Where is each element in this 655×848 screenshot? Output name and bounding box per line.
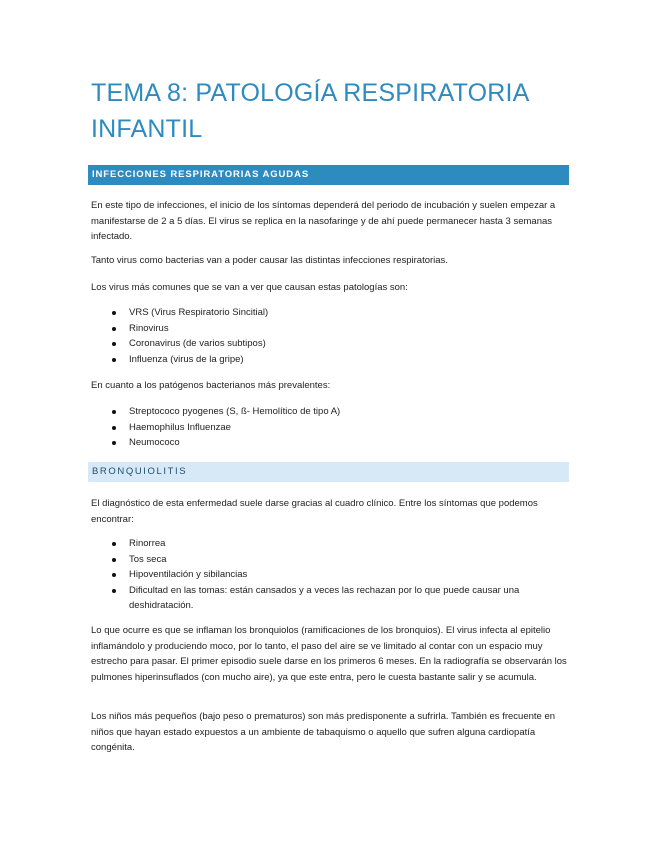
bullet-icon xyxy=(112,327,116,331)
list-item-text: Streptococo pyogenes (S, ß- Hemolítico de tipo A) xyxy=(129,406,341,417)
page-title-line-2: INFANTIL xyxy=(91,115,203,143)
paragraph-bronquiolos: Lo que ocurre es que se inflaman los bronquiolos (ramificaciones de los bronquios). El virus infecta al epitelio inflamándolo y produciendo moco, por lo tanto, el paso del aire se ve limitado al contar con un espacio muy estrecho para pasar. El primer episodio suele darse en los primeros 6 meses. En la radiografía se observarán los pulmones hiperinsuflados (con mucho aire), ya que este entra, pero le cuesta bastante salir y se acumula. xyxy=(91,625,567,683)
paragraph-virus-comunes: Los virus más comunes que se van a ver que causan estas patologías son: xyxy=(91,282,408,293)
symptoms-list xyxy=(91,536,571,614)
bullet-icon xyxy=(112,426,116,430)
bullet-icon xyxy=(112,542,116,546)
list-item-text: Neumococo xyxy=(129,437,180,448)
list-item-text: Haemophilus Influenzae xyxy=(129,421,231,433)
list-item-text: Rinovirus xyxy=(129,322,169,334)
bullet-icon xyxy=(112,342,116,346)
bullet-icon xyxy=(112,441,116,445)
list-item xyxy=(91,552,571,568)
list-item xyxy=(91,321,571,337)
bullet-icon xyxy=(112,358,116,362)
list-item xyxy=(91,536,571,552)
list-item-text: Rinorrea xyxy=(129,538,166,549)
list-item xyxy=(91,305,571,321)
list-item-text: Influenza (virus de la gripe) xyxy=(129,353,244,365)
list-item xyxy=(91,583,571,614)
list-item-text: Dificultad en las tomas: están cansados y a veces las rechazan por lo que puede causar una deshidratación. xyxy=(129,584,520,611)
paragraph-incubation: En este tipo de infecciones, el inicio de los síntomas dependerá del periodo de incubación y suelen empezar a manifestarse de 2 a 5 días. El virus se replica en la nasofaringe y de ahí puede permanecer hasta 3 semanas infectado. xyxy=(91,200,556,242)
section-heading-infecciones: INFECCIONES RESPIRATORIAS AGUDAS xyxy=(88,165,569,185)
list-item xyxy=(91,420,571,436)
virus-list xyxy=(91,305,571,367)
bullet-icon xyxy=(112,573,116,577)
list-item-text: Tos seca xyxy=(129,553,167,565)
section-heading-bronquiolitis: BRONQUIOLITIS xyxy=(88,462,569,482)
bullet-icon xyxy=(112,589,116,593)
paragraph-patogenos-bacterianos: En cuanto a los patógenos bacterianos más prevalentes: xyxy=(91,380,331,391)
page-title xyxy=(91,75,571,147)
paragraph-ninos-pequenos: Los niños más pequeños (bajo peso o prematuros) son más predisponente a sufrirla. También es frecuente en niños que hayan estado expuestos a un ambiente de tabaquismo o aquello que sufren alguna cardiopatía congénita. xyxy=(91,711,556,753)
list-item xyxy=(91,404,571,420)
list-item xyxy=(91,352,571,368)
bullet-icon xyxy=(112,558,116,562)
list-item xyxy=(91,435,571,451)
page-title-line-1: TEMA 8: PATOLOGÍA RESPIRATORIA xyxy=(91,79,530,107)
list-item xyxy=(91,567,571,583)
bacteria-list xyxy=(91,404,571,451)
bullet-icon xyxy=(112,311,116,315)
list-item xyxy=(91,336,571,352)
list-item-text: Coronavirus (de varios subtipos) xyxy=(129,338,266,349)
paragraph-diagnostico: El diagnóstico de esta enfermedad suele darse gracias al cuadro clínico. Entre los síntomas que podemos encontrar: xyxy=(91,498,538,525)
list-item-text: VRS (Virus Respiratorio Sincitial) xyxy=(129,307,269,318)
list-item-text: Hipoventilación y sibilancias xyxy=(129,569,248,580)
bullet-icon xyxy=(112,410,116,414)
paragraph-virus-bacterias: Tanto virus como bacterias van a poder causar las distintas infecciones respiratorias. xyxy=(91,255,448,266)
